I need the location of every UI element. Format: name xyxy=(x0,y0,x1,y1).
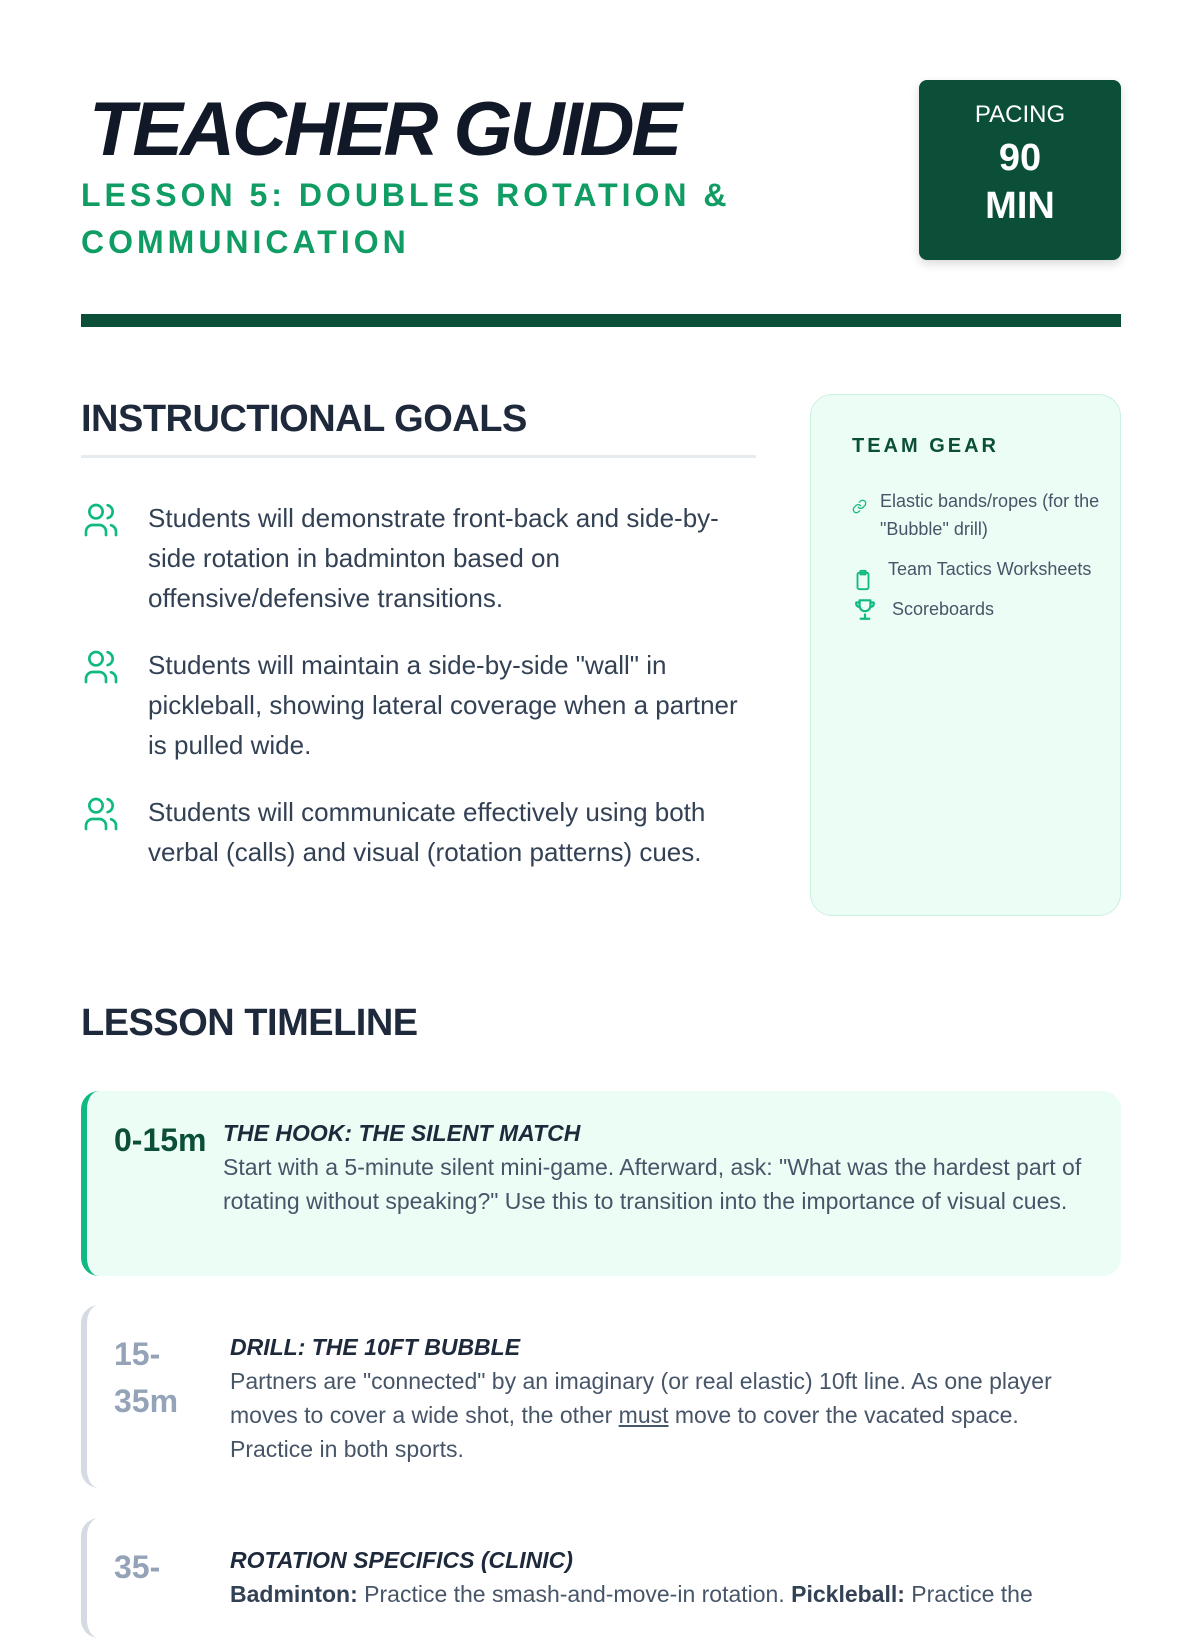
timeline-heading: LESSON TIMELINE xyxy=(81,1002,418,1044)
timeline-title: THE HOOK: THE SILENT MATCH xyxy=(223,1120,581,1146)
timeline-time: 15-35m xyxy=(114,1336,179,1419)
timeline-item-bubble-drill xyxy=(81,1305,1121,1488)
timeline-title: DRILL: THE 10FT BUBBLE xyxy=(230,1334,521,1360)
users-icon xyxy=(81,647,121,687)
gear-title: TEAM GEAR xyxy=(852,435,999,457)
description-text: Partners are "connected" by an imaginary (or real elastic) 10ft line. As one player moves to cover a wide shot, the other xyxy=(230,1368,1052,1428)
goals-divider xyxy=(81,455,756,458)
instructional-goals-section xyxy=(81,394,756,899)
description-text: Practice the smash-and-move-in rotation. xyxy=(357,1581,792,1607)
sport-label-pickleball: Pickleball: xyxy=(791,1581,905,1607)
timeline-body xyxy=(230,1543,1097,1611)
gear-item xyxy=(852,595,1120,623)
gear-item-label: Scoreboards xyxy=(892,599,995,619)
goals-heading: INSTRUCTIONAL GOALS xyxy=(81,398,527,440)
timeline-body xyxy=(230,1330,1097,1466)
users-icon xyxy=(81,500,121,540)
timeline-description xyxy=(230,1577,1097,1611)
timeline-time: 0-15m xyxy=(114,1122,207,1158)
gear-item-label: Elastic bands/ropes (for the "Bubble" drill) xyxy=(880,491,1100,539)
sport-label-badminton: Badminton: xyxy=(230,1581,358,1607)
goal-list xyxy=(81,498,756,872)
pacing-value: 90 xyxy=(998,137,1042,179)
gear-list xyxy=(852,487,1120,623)
header-divider xyxy=(81,314,1121,327)
clipboard-icon xyxy=(852,569,874,591)
gear-item xyxy=(852,487,1120,543)
timeline-title: ROTATION SPECIFICS (CLINIC) xyxy=(230,1547,573,1573)
pacing-label: PACING xyxy=(974,101,1066,128)
lesson-subtitle: LESSON 5: DOUBLES ROTATION & COMMUNICATION xyxy=(81,177,731,260)
goal-text: Students will maintain a side-by-side "wall" in pickleball, showing lateral coverage when a partner is pulled wide. xyxy=(148,650,738,760)
timeline-time: 35- xyxy=(114,1549,161,1585)
description-text: Practice the xyxy=(904,1581,1033,1607)
description-text: move to cover the vacated space. Practice in both sports. xyxy=(230,1402,1019,1462)
page-title: TEACHER GUIDE xyxy=(89,87,680,172)
timeline-description: Start with a 5-minute silent mini-game. Afterward, ask: "What was the hardest part of rotating without speaking?" Use this to transition into the importance of visual cues. xyxy=(223,1154,1082,1214)
timeline-item-hook xyxy=(81,1091,1121,1276)
gear-item-label: Team Tactics Worksheets xyxy=(888,559,1092,579)
gear-item xyxy=(852,555,1120,583)
users-icon xyxy=(81,794,121,834)
timeline-description xyxy=(230,1364,1097,1466)
goal-item xyxy=(81,645,756,765)
goal-item xyxy=(81,792,756,872)
goal-text: Students will demonstrate front-back and side-by-side rotation in badminton based on offensive/defensive transitions. xyxy=(148,503,719,613)
timeline-body xyxy=(223,1116,1097,1218)
description-emphasis: must xyxy=(618,1402,669,1428)
timeline-item-rotation-clinic xyxy=(81,1518,1121,1638)
guide-header xyxy=(81,80,1121,280)
link-icon xyxy=(852,499,867,514)
goal-item xyxy=(81,498,756,618)
pacing-badge xyxy=(919,80,1121,260)
trophy-icon xyxy=(852,596,878,622)
team-gear-card xyxy=(810,394,1121,916)
pacing-unit: MIN xyxy=(985,185,1055,227)
goal-text: Students will communicate effectively using both verbal (calls) and visual (rotation patterns) cues. xyxy=(148,797,706,867)
